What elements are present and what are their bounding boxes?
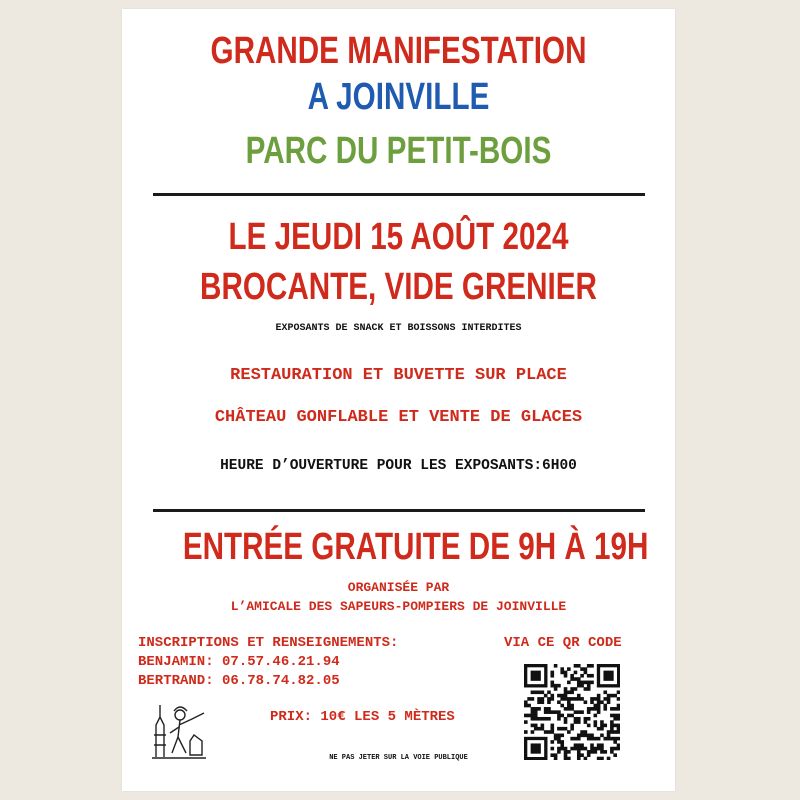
qr-label: VIA CE QR CODE — [504, 635, 622, 651]
organizer-line-1: ORGANISÉE PAR — [347, 580, 450, 595]
price-info: PRIX: 10€ LES 5 MÈTRES — [270, 709, 455, 725]
opening-hours: HEURE D’OUVERTURE POUR LES EXPOSANTS:6H00 — [220, 458, 577, 474]
title-line-3: PARC DU PETIT-BOIS — [245, 130, 552, 172]
contact-bertrand: BERTRAND: 06.78.74.82.05 — [138, 673, 340, 689]
qr-code-icon[interactable] — [524, 664, 620, 760]
footer-notice: NE PAS JETER SUR LA VOIE PUBLIQUE — [329, 754, 468, 762]
entry-info: ENTRÉE GRATUITE DE 9H À 19H — [182, 526, 649, 568]
event-date: LE JEUDI 15 AOÛT 2024 — [228, 216, 569, 258]
feature-restauration: RESTAURATION ET BUVETTE SUR PLACE — [230, 366, 567, 385]
event-type: BROCANTE, VIDE GRENIER — [200, 266, 597, 308]
title-line-1: GRANDE MANIFESTATION — [210, 30, 587, 72]
contact-heading: INSCRIPTIONS ET RENSEIGNEMENTS: — [138, 635, 399, 651]
divider-bottom — [153, 509, 645, 512]
firefighter-emblem-icon — [150, 695, 208, 761]
contact-benjamin: BENJAMIN: 07.57.46.21.94 — [138, 654, 340, 670]
organizer-line-2: L’AMICALE DES SAPEURS-POMPIERS DE JOINVILLE — [230, 599, 567, 614]
divider-top — [153, 193, 645, 196]
title-line-2: A JOINVILLE — [307, 76, 490, 118]
snack-notice: EXPOSANTS DE SNACK ET BOISSONS INTERDITES — [275, 323, 522, 334]
poster — [122, 9, 675, 791]
feature-chateau: CHÂTEAU GONFLABLE ET VENTE DE GLACES — [214, 408, 583, 427]
